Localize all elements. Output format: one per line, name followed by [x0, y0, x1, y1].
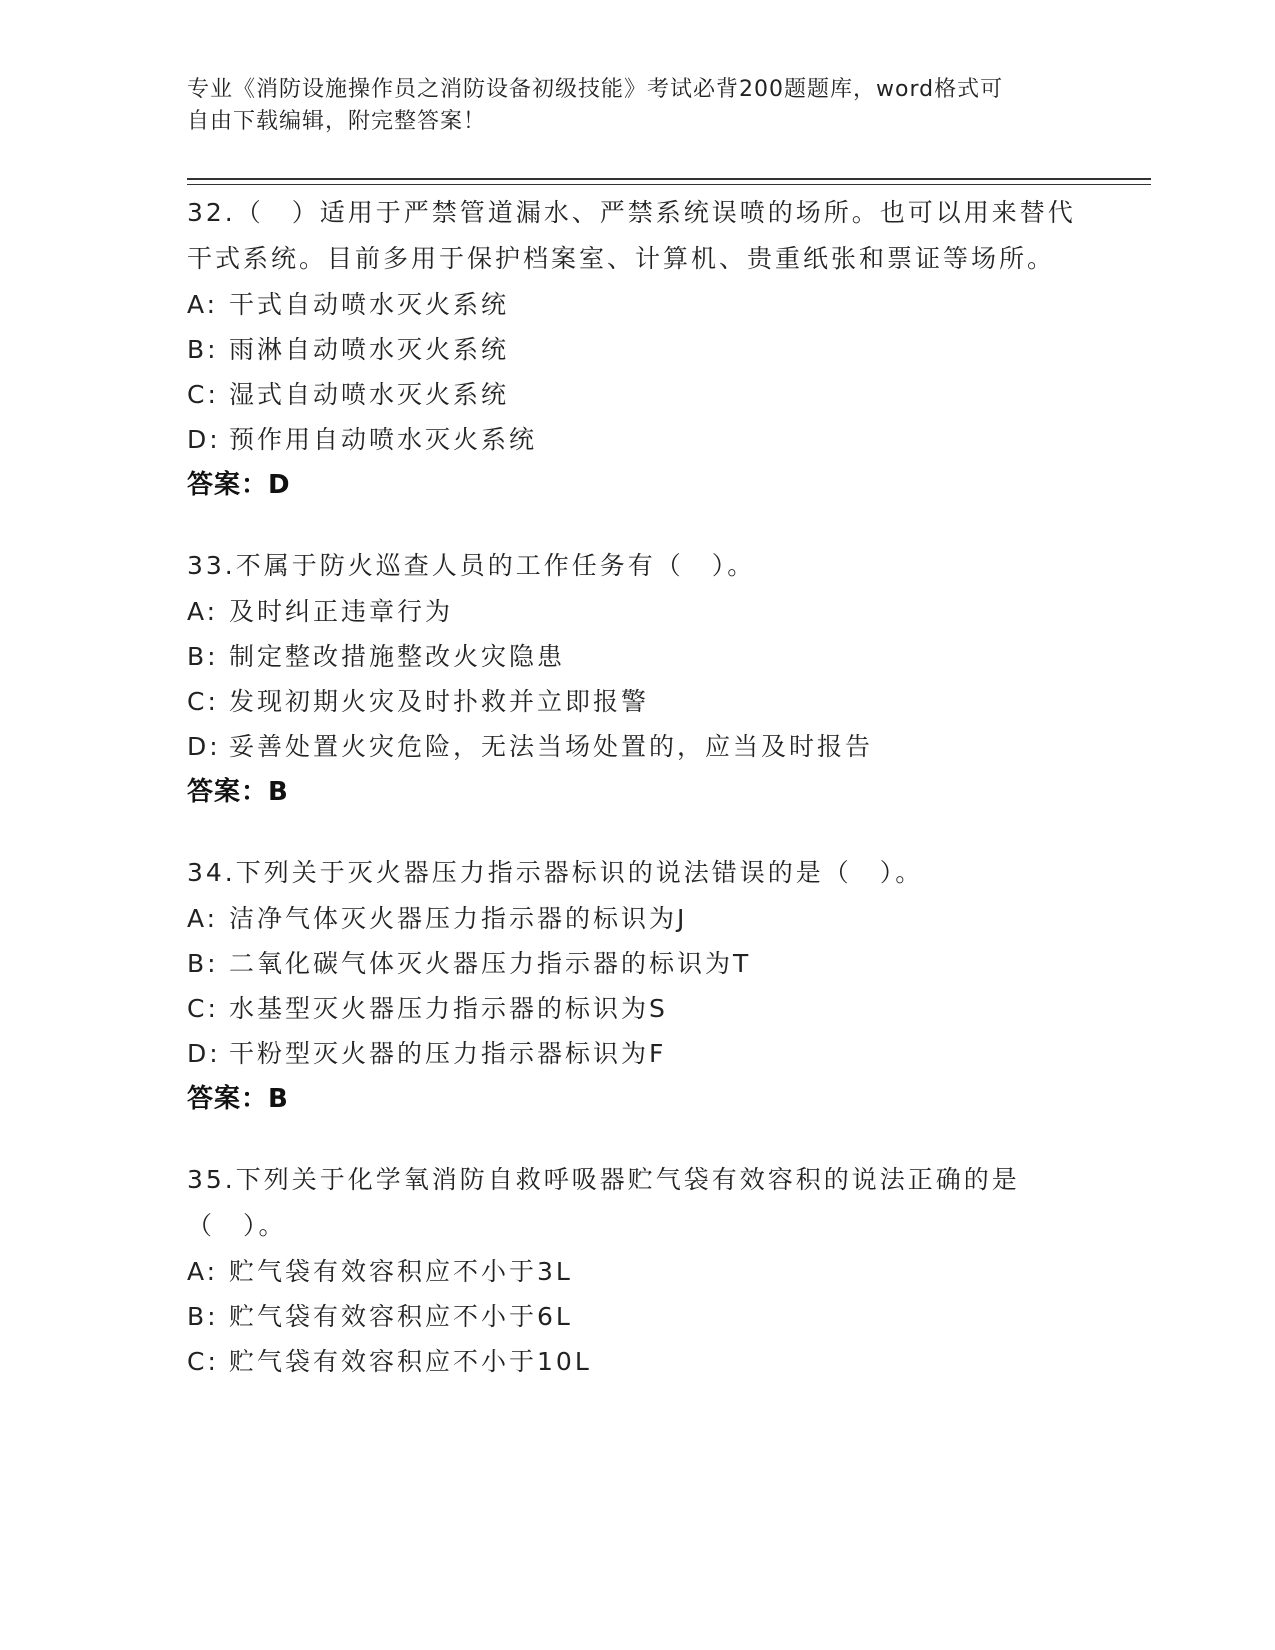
option-letter: B: [187, 642, 219, 671]
question-stem: 34.下列关于灭火器压力指示器标识的说法错误的是（ ）。 [187, 858, 924, 887]
option-text: 湿式自动喷水灭火系统 [229, 380, 510, 409]
option-a [187, 282, 1087, 327]
option-a [187, 1249, 1087, 1294]
question-stem: 33.不属于防火巡查人员的工作任务有（ ）。 [187, 551, 756, 580]
question-stem: 35.下列关于化学氧消防自救呼吸器贮气袋有效容积的说法正确的是（ ）。 [187, 1165, 1020, 1240]
option-text: 贮气袋有效容积应不小于3L [229, 1257, 573, 1286]
header-divider-thick [187, 178, 1151, 180]
option-a [187, 589, 1087, 634]
option-letter: D: [187, 1039, 221, 1068]
option-letter: A: [187, 290, 219, 319]
option-text: 二氧化碳气体灭火器压力指示器的标识为T [229, 949, 752, 978]
option-letter: B: [187, 949, 219, 978]
answer-label: 答案：B [187, 777, 289, 807]
header-line-2: 自由下载编辑，附完整答案！ [187, 109, 487, 134]
option-text: 制定整改措施整改火灾隐患 [229, 642, 566, 671]
option-text: 水基型灭火器压力指示器的标识为S [229, 994, 668, 1023]
document-header [187, 74, 1067, 138]
option-letter: C: [187, 687, 219, 716]
answer-label: 答案：B [187, 1084, 289, 1114]
header-divider-thin [187, 184, 1151, 185]
option-letter: D: [187, 425, 221, 454]
question-stem: 32.（ ）适用于严禁管道漏水、严禁系统误喷的场所。也可以用来替代干式系统。目前多用于保护档案室、计算机、贵重纸张和票证等场所。 [187, 198, 1076, 273]
question-34 [187, 850, 1087, 1122]
option-letter: B: [187, 335, 219, 364]
option-c [187, 1339, 1087, 1384]
option-a [187, 896, 1087, 941]
option-letter: C: [187, 994, 219, 1023]
option-text: 贮气袋有效容积应不小于6L [229, 1302, 573, 1331]
option-c [187, 679, 1087, 724]
option-text: 预作用自动喷水灭火系统 [229, 425, 538, 454]
option-letter: A: [187, 1257, 219, 1286]
question-32 [187, 190, 1087, 508]
option-d [187, 724, 1087, 769]
option-letter: B: [187, 1302, 219, 1331]
option-text: 干式自动喷水灭火系统 [229, 290, 510, 319]
option-letter: C: [187, 380, 219, 409]
option-b [187, 941, 1087, 986]
option-b [187, 634, 1087, 679]
option-text: 贮气袋有效容积应不小于10L [229, 1347, 592, 1376]
header-line-1: 专业《消防设施操作员之消防设备初级技能》考试必背200题题库，word格式可 [187, 77, 1004, 102]
option-c [187, 372, 1087, 417]
option-b [187, 327, 1087, 372]
option-text: 妥善处置火灾危险，无法当场处置的，应当及时报告 [229, 732, 874, 761]
option-b [187, 1294, 1087, 1339]
option-d [187, 417, 1087, 462]
option-letter: A: [187, 904, 219, 933]
question-list [187, 190, 1087, 1419]
option-text: 雨淋自动喷水灭火系统 [229, 335, 510, 364]
option-letter: D: [187, 732, 221, 761]
question-33 [187, 543, 1087, 815]
option-c [187, 986, 1087, 1031]
option-text: 干粉型灭火器的压力指示器标识为F [229, 1039, 667, 1068]
option-letter: C: [187, 1347, 219, 1376]
option-text: 发现初期火灾及时扑救并立即报警 [229, 687, 650, 716]
question-35 [187, 1157, 1087, 1384]
option-letter: A: [187, 597, 219, 626]
option-d [187, 1031, 1087, 1076]
option-text: 及时纠正违章行为 [229, 597, 454, 626]
option-text: 洁净气体灭火器压力指示器的标识为J [229, 904, 688, 933]
answer-label: 答案：D [187, 470, 291, 500]
